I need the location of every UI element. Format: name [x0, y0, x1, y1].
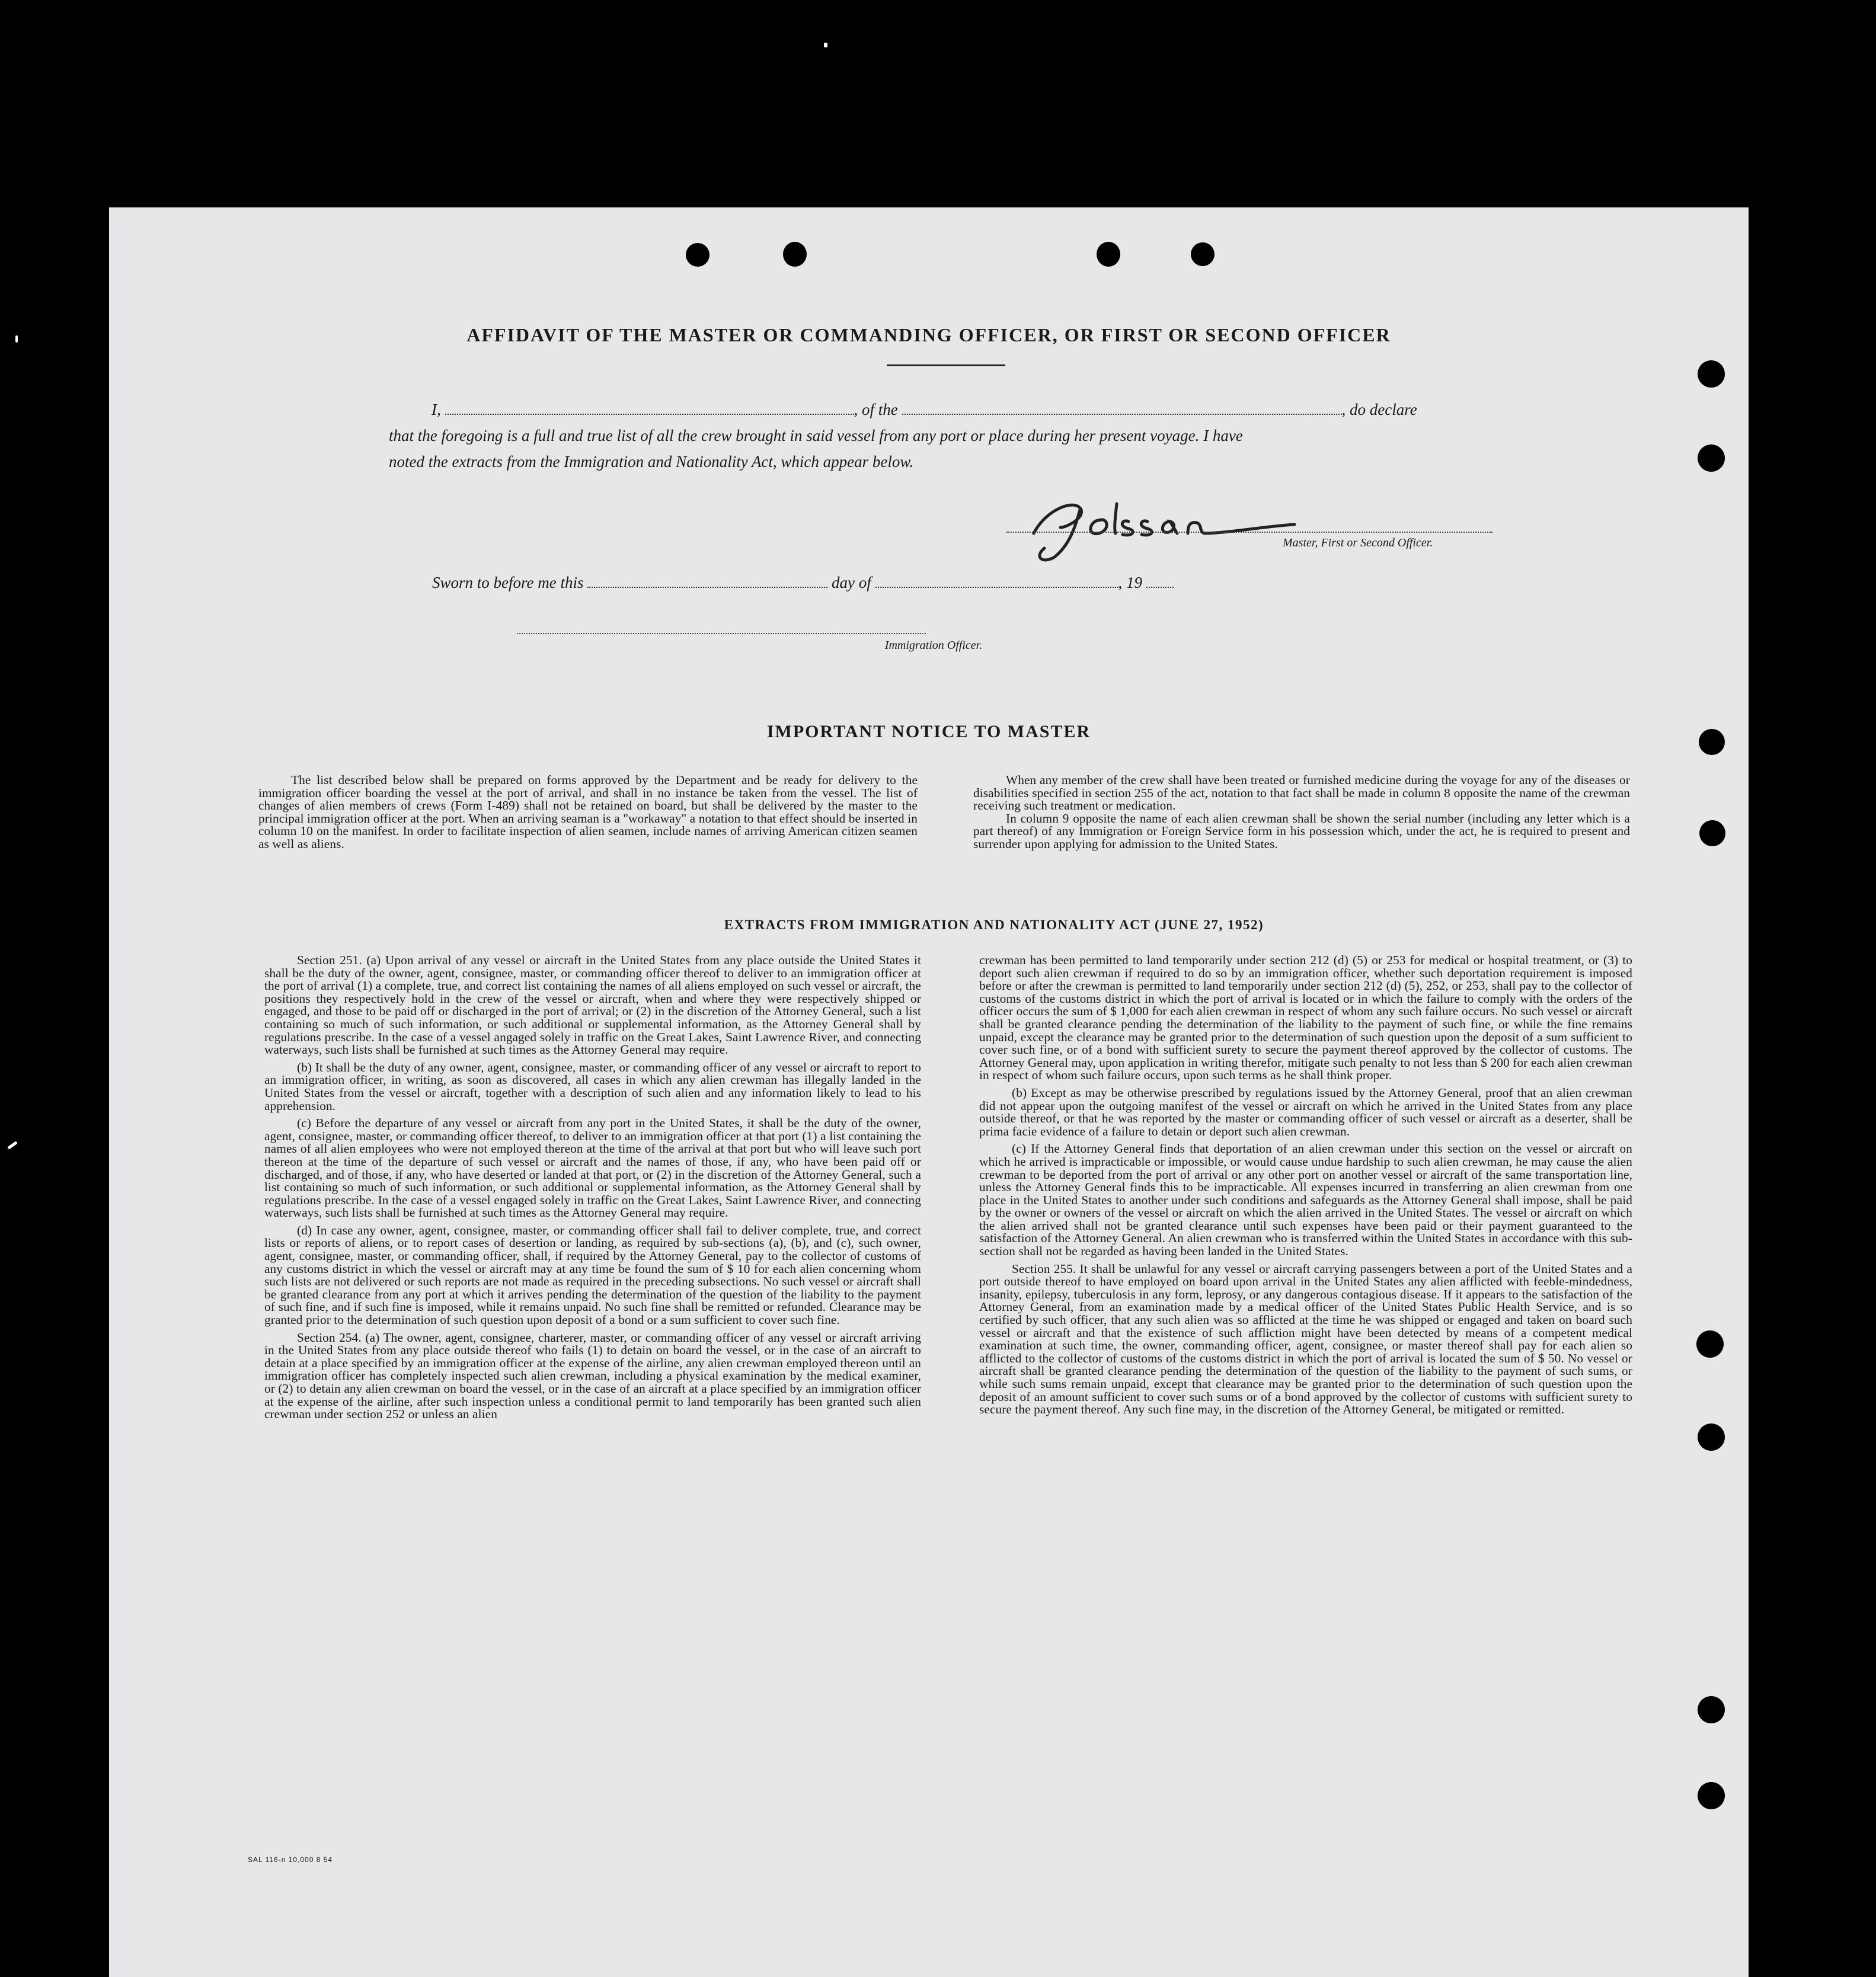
act-paragraph: crewman has been permitted to land temporarily under section 212 (d) (5) or 253 for medical or hospital treatment, or (3) to deport such alien crewman if required to do so by an immigration officer, whether such deportation requirement is imposed before or after the crewman is permitted to land temporarily under section 212 (d) (5), 252, or 253, shall pay to the collector of customs of the customs district in which the port of arrival is located or in which the failure to comply with the orders of the officer occurs the sum of $ 1,000 for each alien crewman in respect of whom any such failure occurs. No such vessel or aircraft shall be granted clearance pending the determination of the liability to the payment of such fine, or while the fine remains unpaid, except the clearance may be granted prior to the determination of such question upon the deposit of a sum sufficient to cover such fine, or of a bond with sufficient surety to secure the payment thereof approved by the collector of customs. The Attorney General may, upon application in writing therefor, mitigate such penalty to not less than $ 200 for each alien crewman in respect of whom such failure occurs, upon such terms as he shall think proper.	[979, 953, 1632, 1083]
sworn-day-field[interactable]	[587, 574, 827, 588]
notice-paragraph: The list described below shall be prepared on forms approved by the Department and be ready for delivery to the immigration officer boarding the vessel at the port of arrival, and shall in no instance be taken from the vessel. The list of changes of alien members of crews (Form I-489) shall not be retained on board, but shall be delivered by the master to the principal immigration officer at the port. When an arriving seaman is a "workaway" a notation to that effect should be inserted in column 10 on the manifest. In order to facilitate inspection of alien seamen, include names of arriving American citizen seamen as well as aliens.	[258, 773, 918, 851]
notice-paragraph: When any member of the crew shall have been treated or furnished medicine during the voyage for any of the diseases or disabilities specified in section 255 of the act, notation to that fact shall be made in column 8 opposite the name of the crewman receiving such treatment or medication.	[973, 773, 1630, 813]
notice-paragraph: In column 9 opposite the name of each alien crewman shall be shown the serial number (including any letter which is a part thereof) of any Immigration or Foreign Service form in his possession which, under the act, he is required to present and surrender upon applying for admission to the United States.	[973, 811, 1630, 851]
punch-hole	[1696, 1330, 1724, 1358]
scan-speck	[15, 335, 18, 343]
signature-line	[1006, 532, 1493, 533]
act-paragraph: (c) Before the departure of any vessel or aircraft from any port in the United States, it shall be the duty of the owner, agent, consignee, master, or commanding officer thereof, to deliver to an immigration officer at that port (1) a list containing the names of all alien employees who were not employed thereon at the time of the arrival at that port but who will leave such port thereon at the time of the departure of such vessel or aircraft and the names of those, if any, who have been paid off or discharged, and of those, if any, who have deserted or landed at that port, or (2) in the discretion of the Attorney General, such a list containing so much of such information, or such additional or supplemental information, as the Attorney General shall by regulations prescribe. In the case of a vessel engaged solely in traffic on the Great Lakes, Saint Lawrence River, and connecting waterways, such lists shall be furnished at such times as the Attorney General may require.	[264, 1116, 921, 1220]
declaration-line-1	[432, 401, 1417, 419]
act-paragraph: (b) Except as may be otherwise prescribed by regulations issued by the Attorney General, proof that an alien crewman did not appear upon the outgoing manifest of the vessel or aircraft on which he arrived in the United States from any place outside thereof, or that he was reported by the master or commanding officer of such vessel or aircraft as a deserter, shall be prima facie evidence of a failure to detain or deport such alien crewman.	[979, 1085, 1632, 1138]
act-paragraph: (c) If the Attorney General finds that deportation of an alien crewman under this section on the vessel or aircraft on which he arrived is impracticable or impossible, or would cause undue hardship to such alien crewman, he may cause the alien crewman to be deported from the port of arrival or any other port on another vessel or aircraft of the same transportation line, unless the Attorney General finds this to be impracticable. All expenses incurred in transferring an alien crewman from one place in the United States to another under such conditions and safeguards as the Attorney General shall impose, shall be paid by the owner or owners of the vessel or aircraft on which the alien arrived in the United States. The vessel or aircraft on which the alien arrived shall not be granted clearance until such expenses have been paid or their payment guaranteed to the satisfaction of the Attorney General. An alien crewman who is transferred within the United States in accordance with this sub-section shall not be regarded as having been landed in the United States.	[979, 1141, 1632, 1259]
punch-hole	[1698, 444, 1725, 472]
declarant-name-field[interactable]	[445, 401, 854, 415]
punch-hole	[783, 242, 807, 267]
punch-hole	[1698, 1782, 1725, 1809]
affidavit-title: AFFIDAVIT OF THE MASTER OR COMMANDING OFFICER, OR FIRST OR SECOND OFFICER	[466, 324, 1391, 346]
do-declare-label: , do declare	[1341, 401, 1417, 418]
act-paragraph: Section 254. (a) The owner, agent, consignee, charterer, master, or commanding officer of any vessel or aircraft arriving in the United States from any place outside thereof who fails (1) to detain on board the vessel, or in the case of an aircraft to detain at a place specified by an immigration officer at the expense of the airline, any alien crewman employed thereon until an immigration officer has completely inspected such alien crewman, including a physical examination by the medical examiner, or (2) to detain any alien crewman on board the vessel, or in the case of an aircraft at a place specified by an immigration officer at the expense of the airline, after such inspection unless a conditional permit to land temporarily has been granted such alien crewman under section 252 or unless an alien	[264, 1330, 921, 1422]
document-page	[109, 207, 1749, 1977]
title-divider	[887, 364, 1005, 366]
act-paragraph: Section 255. It shall be unlawful for any vessel or aircraft carrying passengers between a port of the United States and a port outside thereof to have employed on board upon arrival in the United States any alien afflicted with feeble-mindedness, insanity, epilepsy, tuberculosis in any form, leprosy, or any dangerous contagious disease. If it appears to the satisfaction of the Attorney General, from an examination made by a medical officer of the United States Public Health Service, and is so certified by such officer, that any such alien was so afflicted at the time he was shipped or engaged and taken on board such vessel or aircraft and that the existence of such affliction might have been detected by means of a competent medical examination at such time, the owner, commanding officer, agent, consignee, or master thereof shall pay for each alien so afflicted to the collector of customs of the customs district in which the port of arrival is located the sum of $ 50. No vessel or aircraft shall be granted clearance pending the determination of the question of the liability to the payment of such sums, or while such sums remain unpaid, except that clearance may be granted prior to the determination of such question upon the deposit of an amount sufficient to cover such sums or of a bond approved by the collector of customs with sufficient surety to secure the payment thereof. Any such fine may, in the discretion of the Attorney General, be mitigated or remitted.	[979, 1261, 1632, 1417]
act-paragraph: (b) It shall be the duty of any owner, agent, consignee, master, or commanding officer of any vessel or aircraft to report to an immigration officer, in writing, as soon as discovered, all cases in which any alien crewman has illegally landed in the United States from the vessel or aircraft, together with a description of such alien and any information likely to lead to his apprehension.	[264, 1060, 921, 1113]
declarant-prefix: I,	[432, 401, 441, 418]
vessel-name-field[interactable]	[902, 401, 1342, 415]
extracts-title: EXTRACTS FROM IMMIGRATION AND NATIONALITY ACT (JUNE 27, 1952)	[724, 917, 1264, 932]
immigration-officer-caption: Immigration Officer.	[884, 639, 983, 652]
year-label: , 19	[1118, 574, 1142, 591]
scan-speck	[824, 43, 827, 47]
extracts-right-column	[979, 954, 1632, 1416]
master-signature	[1010, 492, 1342, 566]
punch-hole	[1097, 242, 1120, 267]
immigration-officer-signature-line[interactable]	[517, 633, 926, 634]
scan-speck	[7, 1141, 18, 1149]
extracts-left-column	[264, 954, 921, 1421]
sworn-prefix: Sworn to before me this	[432, 574, 584, 591]
punch-hole	[686, 243, 710, 267]
act-paragraph: (d) In case any owner, agent, consignee, master, or commanding officer shall fail to deliver complete, true, and correct lists or reports of aliens, or to report cases of desertion or landing, as required by sub-sections (a), (b), and (c), such owner, agent, consignee, master, or commanding officer, shall, if required by the Attorney General, pay to the collector of customs of any customs district in which the vessel or aircraft may at any time be found the sum of $ 10 for each alien concerning whom such lists are not delivered or such reports are not made as required in the preceding subsections. No such vessel or aircraft shall be granted clearance from any port at which it arrives pending the determination of the question of the liability to the payment of such fine, and if such fine is imposed, while it remains unpaid. No such fine shall be remitted or refunded. Clearance may be granted prior to the determination of such question upon deposit of a bond or a sum sufficient to cover such fine.	[264, 1223, 921, 1327]
punch-hole	[1699, 820, 1725, 846]
sworn-month-field[interactable]	[875, 574, 1118, 588]
notice-left-column	[258, 774, 918, 851]
notice-right-column	[973, 774, 1630, 851]
master-caption: Master, First or Second Officer.	[1283, 536, 1433, 549]
day-of-label: day of	[832, 574, 871, 591]
punch-hole	[1698, 1696, 1725, 1723]
sworn-line	[432, 574, 1174, 592]
of-the-label: , of the	[854, 401, 898, 418]
sworn-year-field[interactable]	[1146, 574, 1174, 588]
printer-mark: SAL 116-n 10,000 8 54	[248, 1856, 333, 1864]
notice-title: IMPORTANT NOTICE TO MASTER	[766, 722, 1091, 741]
declaration-line-2: that the foregoing is a full and true list of all the crew brought in said vessel from any port or place during her present voyage. I have	[389, 427, 1243, 444]
punch-hole	[1698, 360, 1725, 388]
signature-image	[1010, 492, 1342, 563]
act-paragraph: Section 251. (a) Upon arrival of any vessel or aircraft in the United States from any place outside the United States it shall be the duty of the owner, agent, consignee, master, or commanding officer thereof to deliver to an immigration officer at the port of arrival (1) a complete, true, and correct list containing the names of all aliens employed on such vessel or aircraft, the positions they respectively hold in the crew of the vessel or aircraft, when and where they were respectively shipped or engaged, and those to be paid off or discharged in the port of arrival; or (2) in the discretion of the Attorney General, such a list containing so much of such information, or such additional or supplemental information, as the Attorney General shall by regulations prescribe. In the case of a vessel angaged solely in traffic on the Great Lakes, Saint Lawrence River, and connecting waterways, such lists shall be furnished at such times as the Attorney General may require.	[264, 953, 921, 1057]
punch-hole	[1191, 242, 1215, 266]
punch-hole	[1698, 1423, 1725, 1451]
declaration-line-3: noted the extracts from the Immigration and Nationality Act, which appear below.	[389, 453, 914, 471]
